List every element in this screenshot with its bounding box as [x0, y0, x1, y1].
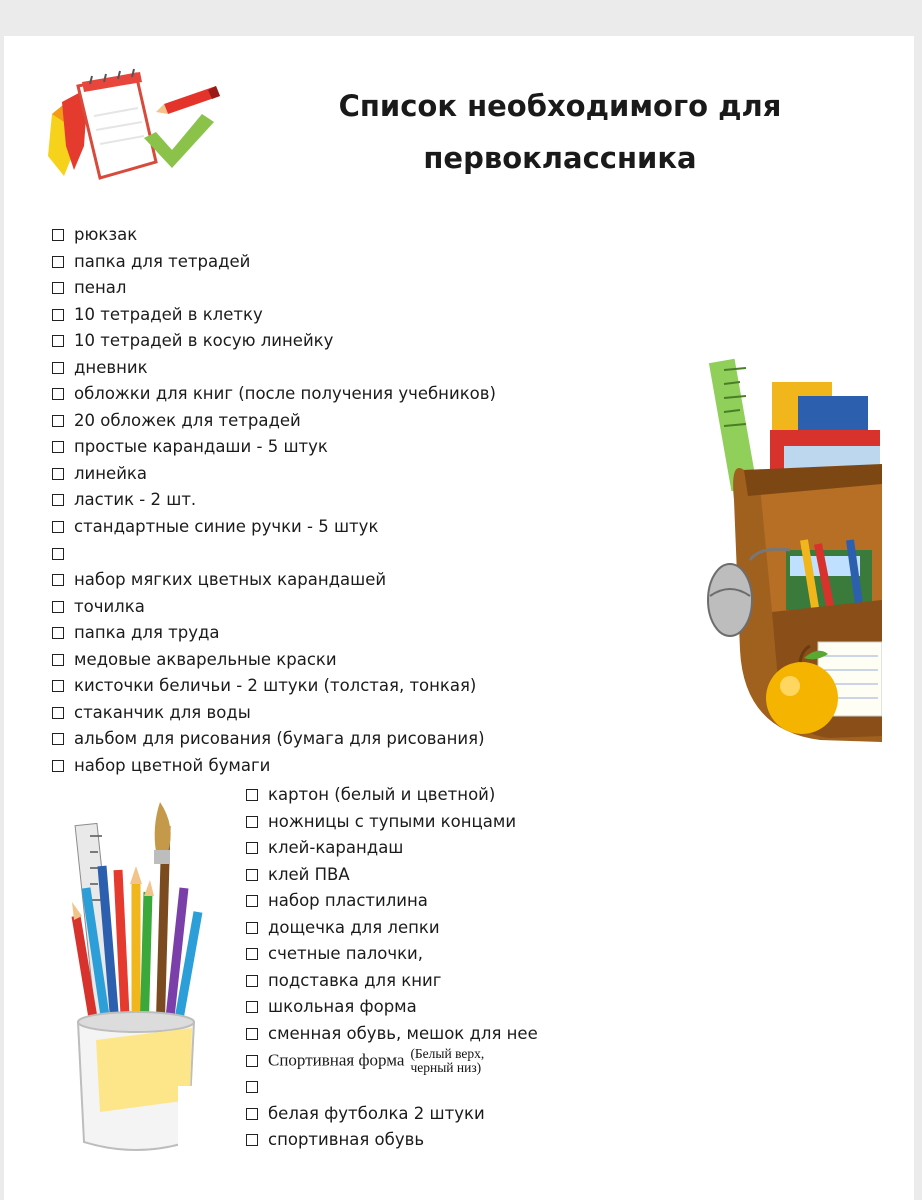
title-line-2: первоклассника — [423, 141, 697, 175]
checkbox-icon[interactable] — [52, 494, 64, 506]
checkbox-icon[interactable] — [246, 895, 258, 907]
checkbox-icon[interactable] — [52, 601, 64, 613]
list-item — [52, 594, 496, 621]
list-item-label: набор цветной бумаги — [74, 755, 271, 775]
list-item-label: пенал — [74, 278, 127, 298]
checkbox-icon[interactable] — [52, 362, 64, 374]
list-item — [246, 888, 560, 915]
checkbox-icon[interactable] — [246, 948, 258, 960]
list-item-label: набор пластилина — [268, 891, 428, 911]
checklist-secondary — [246, 782, 560, 1154]
list-item-label: набор мягких цветных карандашей — [74, 570, 387, 590]
checkbox-icon[interactable] — [246, 816, 258, 828]
list-item-label: школьная форма — [268, 997, 417, 1017]
checkbox-icon[interactable] — [52, 654, 64, 666]
school-backpack-icon — [700, 350, 882, 748]
list-item-sport-form — [246, 1047, 560, 1074]
checkbox-icon[interactable] — [246, 922, 258, 934]
list-item — [246, 835, 560, 862]
checkbox-icon[interactable] — [52, 335, 64, 347]
list-item-label: сменная обувь, мешок для нее — [268, 1023, 538, 1043]
list-item-label: ластик - 2 шт. — [74, 490, 197, 510]
checkbox-icon[interactable] — [52, 680, 64, 692]
list-item — [52, 302, 496, 329]
list-item-label: линейка — [74, 463, 148, 483]
list-item — [52, 434, 496, 461]
checkbox-icon[interactable] — [246, 789, 258, 801]
list-item — [52, 487, 496, 514]
list-item-label: подставка для книг — [268, 970, 442, 990]
list-item — [52, 541, 496, 568]
list-item-label: счетные палочки, — [268, 944, 424, 964]
checkbox-icon[interactable] — [52, 707, 64, 719]
list-item — [52, 355, 496, 382]
list-item-label: кисточки беличьи - 2 штуки (толстая, тонкая) — [74, 676, 477, 696]
list-item-label: 10 тетрадей в косую линейку — [74, 331, 334, 351]
checkbox-icon[interactable] — [52, 627, 64, 639]
checkbox-icon[interactable] — [52, 468, 64, 480]
list-item — [246, 941, 560, 968]
list-item-label: ножницы с тупыми концами — [268, 811, 517, 831]
checkbox-icon[interactable] — [52, 256, 64, 268]
checkbox-icon[interactable] — [246, 842, 258, 854]
list-item-label: белая футболка 2 штуки — [268, 1103, 485, 1123]
sport-form-note — [410, 1047, 560, 1075]
list-item-label: спортивная обувь — [268, 1130, 425, 1150]
list-item-label: рюкзак — [74, 225, 138, 244]
list-item-label: папка для тетрадей — [74, 251, 251, 271]
checkbox-icon[interactable] — [52, 282, 64, 294]
list-item-label: дневник — [74, 357, 148, 377]
list-item-label: стаканчик для воды — [74, 702, 251, 722]
list-item — [52, 408, 496, 435]
list-item — [52, 249, 496, 276]
checkbox-icon[interactable] — [52, 548, 64, 560]
list-item-label: простые карандаши - 5 штук — [74, 437, 328, 457]
list-item — [52, 647, 496, 674]
sport-form-label: Спортивная форма — [268, 1050, 405, 1070]
checkbox-icon[interactable] — [246, 869, 258, 881]
list-item-label: папка для труда — [74, 623, 220, 643]
list-item-label: клей-карандаш — [268, 838, 404, 858]
checkbox-icon[interactable] — [52, 415, 64, 427]
list-item-label: медовые акварельные краски — [74, 649, 337, 669]
checkbox-icon[interactable] — [52, 733, 64, 745]
notepad-checkmark-icon — [44, 66, 224, 186]
checkbox-icon[interactable] — [246, 1001, 258, 1013]
checkbox-icon[interactable] — [52, 574, 64, 586]
checkbox-icon[interactable] — [52, 760, 64, 772]
checkbox-icon[interactable] — [52, 521, 64, 533]
list-item-label: обложки для книг (после получения учебников) — [74, 384, 496, 404]
list-item — [246, 1074, 560, 1101]
list-item-label: стандартные синие ручки - 5 штук — [74, 517, 379, 537]
list-item — [246, 809, 560, 836]
list-item — [52, 700, 496, 727]
checkbox-icon[interactable] — [246, 1028, 258, 1040]
checklist-main — [52, 222, 496, 779]
list-item — [52, 381, 496, 408]
list-item — [52, 620, 496, 647]
title-line-1: Список необходимого для — [338, 89, 782, 123]
sport-form-note-line-2: черный низ) — [410, 1060, 482, 1076]
list-item — [52, 514, 496, 541]
list-item — [52, 328, 496, 355]
list-item-label: 20 обложек для тетрадей — [74, 410, 301, 430]
list-item — [246, 915, 560, 942]
list-item — [246, 862, 560, 889]
list-item-label: картон (белый и цветной) — [268, 785, 496, 804]
checkbox-icon[interactable] — [246, 1081, 258, 1093]
list-item — [52, 222, 496, 249]
list-item — [246, 1127, 560, 1154]
list-item-label: клей ПВА — [268, 864, 350, 884]
list-item — [246, 994, 560, 1021]
list-item — [52, 461, 496, 488]
list-item — [246, 1021, 560, 1048]
list-item-label: дощечка для лепки — [268, 917, 440, 937]
list-item — [246, 968, 560, 995]
pencil-cup-icon — [56, 796, 216, 1158]
list-item — [52, 673, 496, 700]
list-item — [52, 567, 496, 594]
list-item-label: альбом для рисования (бумага для рисования) — [74, 729, 485, 749]
checkbox-icon[interactable] — [52, 309, 64, 321]
list-item-label: 10 тетрадей в клетку — [74, 304, 263, 324]
checkbox-icon[interactable] — [52, 229, 64, 241]
list-item — [52, 275, 496, 302]
checkbox-icon[interactable] — [246, 975, 258, 987]
checkbox-icon[interactable] — [52, 441, 64, 453]
list-item — [246, 1101, 560, 1128]
list-item — [246, 782, 560, 809]
list-item — [52, 726, 496, 753]
list-item-label: точилка — [74, 596, 145, 616]
page-title — [300, 80, 820, 184]
checkbox-icon[interactable] — [246, 1055, 258, 1067]
checkbox-icon[interactable] — [246, 1108, 258, 1120]
sport-form-note-line-1: (Белый верх, — [410, 1046, 485, 1062]
checkbox-icon[interactable] — [246, 1134, 258, 1146]
checkbox-icon[interactable] — [52, 388, 64, 400]
list-item — [52, 753, 496, 780]
